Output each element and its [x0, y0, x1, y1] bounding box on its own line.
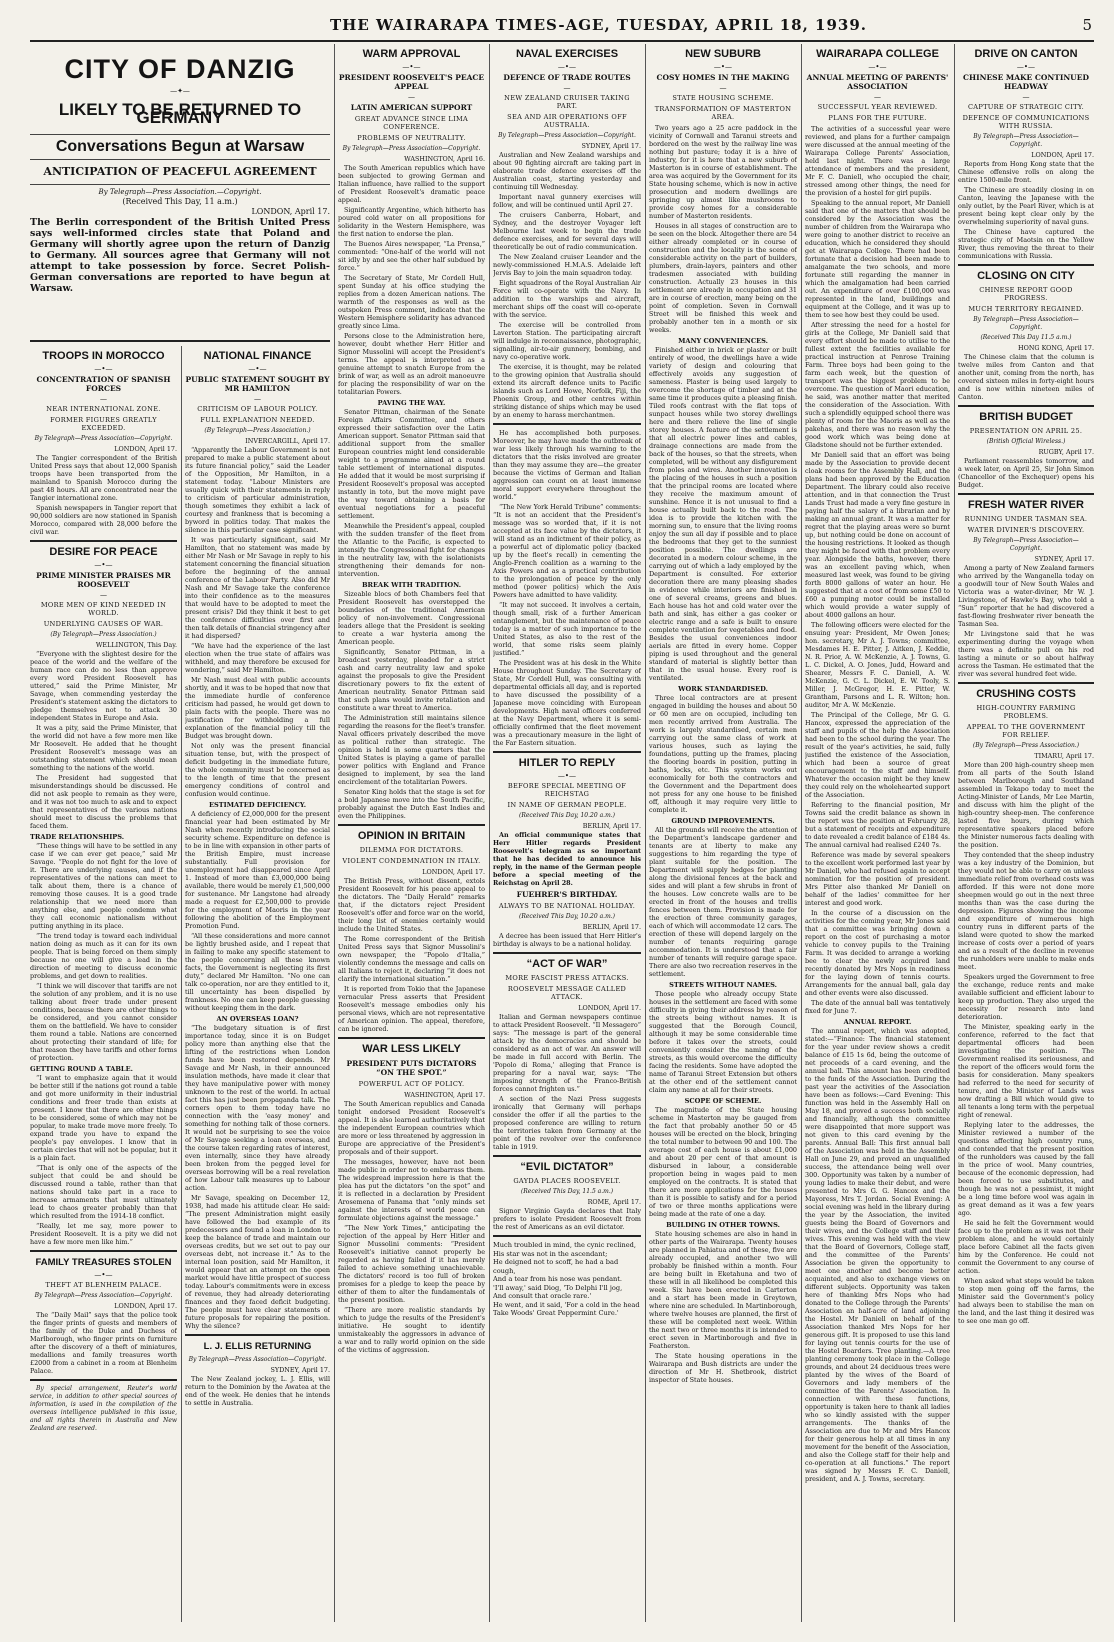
ad-line: His star was not in the ascendant;	[493, 1249, 608, 1258]
fuehrer-sub: ALWAYS TO BE NATIONAL HOLIDAY.	[498, 902, 636, 910]
fuehrer-received: (Received This Day, 10.20 a.m.)	[519, 913, 615, 920]
warm-sub4: PROBLEMS OF NEUTRALITY.	[357, 134, 466, 142]
naval-p2: Important naval gunnery exercises will follow, and will be continued until April 27.	[493, 193, 641, 209]
peace-p9: “Really, let me say, more power to President Roosevelt. It is a pity we did not have a few more men like him.”	[30, 1222, 177, 1246]
suburb-sub2: STATE HOUSING SCHEME.	[672, 94, 774, 102]
closing-received: (Received This Day 11.5 a.m.)	[980, 334, 1072, 341]
peppermint-ad	[493, 1241, 641, 1318]
river-dateline: SYDNEY, April 17.	[1034, 555, 1094, 563]
suburb-other-subhead: BUILDING IN OTHER TOWNS.	[666, 1221, 780, 1229]
finance-p5: Not only was the present financial situation tense, but, with the prospect of deficit budgeting in the immediate future, the whole community must be concerned as to the length of time that the present emergency conditions of control and confusion would continue.	[185, 742, 330, 798]
crush-p5: Replying later to the addresses, the Minister reviewed a number of the questions affecting high country runs, and contended that the present position of the runholders was caused by the fall in the price of wool. Many countries, because of the economic depression, had been forced to use substitutes, and though he was not a pessimist, it might be a long time before wool was again in as great demand as it was a few years ago.	[958, 1121, 1094, 1217]
warm-p4: The Secretary of State, Mr Cordell Hull, spent Sunday at his office studying the replies from a dozen American nations. The warmth of the responses as well as the outspoken Press comment, indicate that the Western Hemisphere solidarity has advanced greatly since Lima.	[338, 274, 485, 330]
peace-p3: The President had suggested that misunderstandings should be discussed. He did not ask people to remain as they were, and it was not too much to ask and to expect that representatives of the various nations should meet to discuss the problems that faced them.	[30, 774, 177, 830]
warm-break-subhead: BREAK WITH TRADITION.	[361, 581, 462, 589]
naval-cont1: He has accomplished both purposes. Moreover, he may have made the outbreak of war less likely through his warning to the dictators that the risks involved are greater than they may assume they are—the greater because the victims of German and Italian aggression can count on at least immense moral support everywhere throughout the world.”	[493, 429, 641, 501]
less-sub1: PRESIDENT PUTS DICTATORS “ON THE SPOT.”	[346, 1059, 477, 1077]
river-byline: By Telegraph—Press Association—Copyright.	[973, 537, 1079, 552]
suburb-p8: State housing schemes are also in hand in other parts of the Wairarapa. Twenty houses are planned in Pahiatua and of these, five are already occupied, and another two will probably be finished within a month. Four are being built in Eketahuna and two of these will in all likelihood be completed this week. Six have been erected in Carterton and a start has been made in Greytown, where nine are scheduled. In Martinborough, where twelve houses are planned, the first of these will be completed next week. Within the next two or three months it is intended to erect seven in Martinborough and five in Featherston.	[649, 1230, 797, 1350]
finance-p3: “We have had the experience of the last election when the true state of affairs was withheld, and may therefore be excused for wondering,” said Mr Hamilton.	[185, 642, 330, 674]
crush-headline: CRUSHING COSTS	[976, 688, 1076, 700]
column-3: WARM APPROVAL —•— PRESIDENT ROOSEVELT'S PEACE APPEAL — LATIN AMERICAN SUPPORT GREAT ADVANCE SINCE LIMA CONFERENCE. PROBLEMS OF NEUTRALITY. By Telegraph—Press Association—Copyright. WASHINGTON, April 16. The South American republics which have been subjected to growing German and Italian influence, have rallied to the support of President Roosevelt's dramatic peace appeal. Significantly Argentine, which hitherto has poured cold water on all propositions for solidarity in the Western Hemisphere, was the first nation to endorse the plan. The Buenos Aires newspaper, “La Prensa,” commented: “One-half of the world will not sit idly by and see the other half subdued by force.” The Secretary of State, Mr Cordell Hull, spent Sunday at his office studying the replies from a dozen American nations. The warmth of the responses as well as the outspoken Press comment, indicate that the Western Hemisphere solidarity has advanced greatly since Lima. Persons close to the Administration here, however, doubt whether Herr Hitler and Signor Mussolini will accept the President's terms. The appeal is interpreted as a genuine attempt to snatch Europe from the brink of war, as well as an adroit manoeuvre for placing the responsibility of war on the totalitarian Powers. PAVING THE WAY. Senator Pittman, chairman of the Senate Foreign Affairs Committee, and others expressed their satisfaction over the Latin American support. Senator Pittman said that additional support from the smaller European countries might lend considerable weight to a programme aimed at a round table settlement of international disputes. He added that it would be most surprising if President Roosevelt's proposal was accepted instantly in toto, but the move might pave the way toward obtaining a basis for eventual negotiations for a peaceful settlement. Meanwhile the President's appeal, coupled with the sudden transfer of the fleet from the Atlantic to the Pacific, is expected to intensify the Congressional fight for changes in the neutrality law, with the isolationists strengthening their demands for non-intervention. BREAK WITH TRADITION. Sizeable blocs of both Chambers feel that President Roosevelt has overstepped the boundaries of the traditional American policy of non-involvement. Congressional leaders allege that the President is seeking to create a war hysteria among the American people. Significantly, Senator Pittman, in a broadcast yesterday, pleaded for a strict cash and carry neutrality law and spoke against the proposals to give the President discretionary powers to fix the extent of American neutrality. Senator Pittman said that such plans would invite retaliation and constitute a war threat to America. The Administration still maintains silence regarding the reasons for the fleet's transfer. Naval officers privately described the move as political rather than strategic. The opinion is held in some quarters that the United States is playing a game of parallel power politics with England and France designed to implement, by sea the land encirclement of the totalitarian Powers. Senator King holds that the stage is set for a bold Japanese move into the South Pacific, probably against the Dutch East Indies and even the Philippines. OPINION IN BRITAIN DILEMMA FOR DICTATORS. VIOLENT CONDEMNATION IN ITALY. LONDON, April 17. The British Press, without dissent, extols President Roosevelt for his peace appeal to the dictators. The “Daily Herald” remarks that, if the dictators reject President Roosevelt's offer and force war on the world, their long list of enemies certainly would include the United States. The Rome correspondent of the British United Press says that Signor Mussolini's own newspaper, the “Popolo d'Italia,” violently condemns the message and calls on all Italians to reject it, declaring “it does not clarify the international situation.” It is reported from Tokio that the Japanese vernacular Press asserts that President Roosevelt's message embodies only his personal views, which are not representative of American opinion. The appeal, therefore, can be ignored. WAR LESS LIKELY PRESIDENT PUTS DICTATORS “ON THE SPOT.” POWERFUL ACT OF POLICY. WASHINGTON, April 17. The South American republics and Canada tonight endorsed President Roosevelt's appeal. It is also learned authoritatively that the independent European countries which are more or less threatened by aggression in Europe are appreciative of the President's proposals and of their support. The messages, however, have not been made public in order not to embarrass them. The widespread impression here is that the plea has put the dictators “on the spot” and it is reflected in a declaration by President Arosemena of Panama that “only minds set against the interests of world peace can formulate objections against the message.” “The New York Times,” anticipating the rejection of the appeal by Herr Hitler and Signor Mussolini comments: “President Roosevelt's initiative cannot properly be regarded as having failed if it has merely failed to achieve something unachievable. The dictators' record is too full of broken promises for a pledge to keep the peace by either of them to alter the fundamentals of the present position. “There are more realistic standards by which to judge the results of the President's initiative. He sought to identify unmistakeably the aggressors in advance of a war and to rally world opinion on the side of the victims of aggression.	[338, 48, 485, 1354]
fuehrer-dateline: BERLIN, April 17.	[582, 923, 641, 931]
column-1: TROOPS IN MOROCCO —•— CONCENTRATION OF SPANISH FORCES — NEAR INTERNATIONAL ZONE. FORMER FIGURES GREATLY EXCEEDED. By Telegraph—Press Association—Copyright. LONDON, April 17. The Tangier correspondent of the British United Press says that about 12,000 Spanish troops have been transported from the mainland to Spanish Morocco during the past 48 hours. All are concentrated near the Tangier international zone. Spanish newspapers in Tangier report that 90,000 soldiers are now stationed in Spanish Morocco, compared with 28,000 before the civil war. DESIRE FOR PEACE —•— PRIME MINISTER PRAISES MR ROOSEVELT — MORE MEN OF KIND NEEDED IN WORLD. UNDERLYING CAUSES OF WAR. (By Telegraph—Press Association.) WELLINGTON, This Day. “Everyone with the slightest desire for the peace of the world and the welfare of the human race can do no less than approve every word President Roosevelt has uttered,” said the Prime Minister, Mr Savage, when commending yesterday the President's statement asking the dictators to pledge themselves not to attack 30 independent States in Europe and Asia. It was a pity, said the Prime Minister, that the world did not have a few more men like Mr Roosevelt. He added that he thought President Roosevelt's message was an outstanding statement which should mean something to the nations of the world. The President had suggested that misunderstandings should be discussed. He did not ask people to remain as they were, and it was not too much to ask and to expect that representatives of the various nations should meet to discuss the problems that faced them. TRADE RELATIONSHIPS. “These things will have to be settled in any case if we can ever get peace,” said Mr Savage. “People do not fight for the love of it. There are underlying causes, and if the representatives of the nations can meet to talk about them, there is a chance of removing those causes. It is a good trade relationship that we need more than anything else, and people condemn what they call economic nationalism without putting anything in its place. “The trend today is toward each individual nation doing as much as it can for its own people. That is being forced on them simply because no one will give a lead in the direction of meeting to discuss economic problems, and get down to realities. “I think we will discover that tariffs are not the solution of any problem, and it is no use talking about freer trade under present conditions, because there are other things to be considered, and you cannot consider them on the battlefield. We have to consider them round a table. Nations are concerned about protecting their standard of life; for that reason they have tariffs and other forms of protection. GETTING ROUND A TABLE. “I want to emphasize again that it would be better still if the nations got round a table and got more uniformity in their industrial conditions and freer trade than exists at present. I know that there are other things to be considered, some of which may not be popular, to make trade move more freely. To expand trade you have to expand the people's pay envelopes. I know that in certain circles that will not be popular, but it is a plain fact. “That is only one of the aspects of the subject that could be and should be discussed round a table, rather than that nations should take part in a race to increase armaments that must ultimately lead to chaos greater probably than that which resulted from the 1914-18 conflict. “Really, let me say, more power to President Roosevelt. It is a pity we did not have a few more men like him.” FAMILY TREASURES STOLEN —•— THEFT AT BLENHEIM PALACE. By Telegraph—Press Association—Copyright. LONDON, April 17. The “Daily Mail” says that the police took the finger prints of guests and members of the family of the Duke and Duchess of Marlborough, who finger prints on furniture after the discovery of a theft of miniatures, medallions and family treasures worth £2000 from a cabinet in a room at Blenheim Palace. By special arrangement, Reuter's world service, in addition to other special sources of information, is used in the compilation of the overseas intelligence published in this issue, and all rights therein in Australia and New Zealand are reserved.	[30, 350, 177, 1432]
college-sub2: SUCCESSFUL YEAR REVIEWED.	[817, 103, 938, 111]
river-headline: FRESH WATER RIVER	[968, 499, 1084, 511]
britain-sub1: DILEMMA FOR DICTATORS.	[359, 846, 464, 854]
college-p11: The annual report, which was adopted, stated:—“Finance: The financial statement for the year under review shows a credit balance of £15 1s 6d, being the outcome of net proceeds of a card evening, and the annual ball. This amount has been credited to the funds of the Association. During the past year the activities of the Association have been as follows:—Card Evening: This function was held in the Assembly Hall on May 18, and proved a success both socially and financially, although the committee were disappointed that more support was not given to this card evening by the parents. Annual Ball: This first annual ball of the Association was held in the Assembly Hall on June 29, and proved an unqualified success, the attendance being well over 300. Opportunity was taken by a number of young ladies to make their debut, and were presented to Mrs G. G. Hancox and the Mayoress, Mrs T. Jordan. Social Evening: A social evening was held in the library during the year by the Association, the invited guests being the Board of Governors and their wives, and the College staff and their wives. This evening was held with the view that the Board of Governors, College staff, and the committee of the Parents' Association be given the opportunity to meet one another and become better acquainted, and also to exchange views on different subjects. Opportunity was taken here of thanking Mrs Nops who had donated to the College through the Parents' Association an half-acre of land adjoining the Hostel. Mr Daniell on behalf of the Association thanked Mrs Nops for her generous gift. It is proposed to use this land for laying out tennis courts for the use of the Hostel Boarders. Tree planting.—A tree planting ceremony took place in the College grounds, and about 24 deciduous trees were planted by the wives of the Board of Governors and lady members of the committee of the Parents' Association. In connection with these functions, opportunity is taken here to thank all ladies who so kindly assisted with the supper arrangements. The thanks of the Association are due to Mr and Mrs Hancox for their generous help at all times in any movement for the benefit of the Association, and also the College staff for their help and co-operation at all functions.” The report was signed by Messrs F. C. Daniell, president, and A. J. Towns, secretary.	[805, 1027, 950, 1483]
suburb-p1: Two years ago a 25 acre paddock in the vicinity of Cornwall and Taranui streets and bordered on the west by the railway line was nothing but pasture; today it is a hive of industry, for it is here that a new suburb of Masterton is in course of establishment. The area was acquired by the Government for its State housing scheme, which is now in active prosecution and modern dwellings are springing up almost like mushrooms to provide cosy homes for a considerable number of Masterton residents.	[649, 124, 797, 220]
naval-cont4: The President was at his desk in the White House throughout Sunday. The Secretary of State, Mr Cordell Hull, was consulting with departmental officials all day, and is reported to have discussed the possibility of a Japanese move coinciding with European developments. High naval officers conferred at the Navy Department, where it is semi-officially confirmed that the fleet movement was a precautionary measure in the light of the Far Eastern situation.	[493, 659, 641, 747]
ad-line: Take Woods' Great Peppermint Cure.'	[493, 1309, 619, 1317]
suburb-sub3: TRANSFORMATION OF MASTERTON AREA.	[654, 105, 792, 121]
naval-p7: The exercise, it is thought, may be related to the growing opinion that Australia should extend its aircraft defence units to Pacific islands such as Lord Howe, Norfolk, Fiji, the Phoenix Group, and other centres within striking distance of ships which may be used by an enemy to harass merchantmen.	[493, 363, 641, 419]
lead-story: CITY OF DANZIG —✦— LIKELY TO BE RETURNED TO GERMANY Conversations Begun at Warsaw ANTICIPATION OF PEACEFUL AGREEMENT By Telegraph—Press Association.—Copyright. (Received This Day, 11 a.m.) LONDON, April 17. The Berlin correspondent of the British United Press says well-informed circles state that Poland and Germany will shortly agree upon the return of Danzig to Germany. All sources agree that Germany will not attempt to take possession by force. Secret Polish-German conversations are reported to have begun at Warsaw.	[30, 54, 330, 294]
hitler-p1: An official communique states that Herr Hitler regards President Roosevelt's telegram as so important that he has decided to announce his reply, in the name of the German people before a special meeting of the Reichstag on April 28.	[493, 831, 641, 887]
hitler-dateline: BERLIN, April 17.	[582, 822, 641, 830]
britain-dateline: LONDON, April 17.	[422, 868, 485, 876]
evil-sub: GAYDA PLACES ROOSEVELT.	[513, 1177, 621, 1185]
canton-p2: The Chinese are steadily closing in on Canton, leaving the Japanese with the only outlet, by the Pearl River, which is at present being kept clear only by the overwhelming superiority of naval guns.	[958, 186, 1094, 226]
column-5: NEW SUBURB —•— COSY HOMES IN THE MAKING — STATE HOUSING SCHEME. TRANSFORMATION OF MASTERTON AREA. Two years ago a 25 acre paddock in the vicinity of Cornwall and Taranui streets and bordered on the west by the railway line was nothing but pasture; today it is a hive of industry, for it is here that a new suburb of Masterton is in course of establishment. The area was acquired by the Government for its State housing scheme, which is now in active prosecution and modern dwellings are springing up almost like mushrooms to provide cosy homes for a considerable number of Masterton residents. Houses in all stages of construction are to be seen on the block. Altogether there are 54 either already completed or in course of construction and the locality is the scene of considerable activity on the part of builders, plumbers, drain-layers, painters and other tradesmen associated with building construction. Actually 23 houses in this settlement are already in occupation and 31 are in course of erection, many being on the point of completion. Seven in Cornwall Street will be finished this week and probably another ten in a month or six weeks. MANY CONVENIENCES. Finished either in brick or plaster or built entirely of wood, the dwellings have a wide variety of design and colouring that effectively avoids any suggestion of sameness. Plaster is being used largely to overcome the shortage of timber and at the same time it produces quite a pleasing finish. Tiled roofs contrast with the flat tops of sunpact houses while two storey dwellings here and there relieve the line of single storey houses. A feature of the settlement is that all electric power lines and cables, drainage connections are made from the back of the houses, so that the streets, when completed, will be without any disfigurement from poles and wires. Another innovation is the placing of the houses in such a position that the principal rooms are located where they receive the maximum amount of sunshine. Hence it is not unusual to find a house actually built back to the road. The idea is to provide the kitchen with the morning sun, to ensure that the living rooms enjoy the sun all day if possible and to place the bedrooms that they get to the sunniest position possible. The dwellings are decorated in a modern colour scheme, in the carrying out of which a lady employed by the Department is consulted. For exterior decoration there are many pleasing shades in evidence while interiors are finished in one of several creams, greens and blues. Each house has hot and cold water over the bath and sink, has either a gas cooker or electric range and a safe is built to ensure complete ventilation for vegetables and food. Besides the usual conveniences indoor aerials are fitted in every home. Copper piping is used throughout and the general standard of material is slightly better than that in the usual house. Every roof is ventilated. WORK STANDARDISED. Three local contractors are at present engaged in building the houses and about 50 or 60 men are on occupied, including ten men recently arrived from Australia. The work is largely standardised, certain men carrying out the same class of work at various houses, such as laying the foundations, putting up the frames, placing the flooring boards in position, putting in baths, locks, etc. This system works out economically for both the contractors and the Government and the Department does not press for any one house to be finished off, although it may require very little to complete it. GROUND IMPROVEMENTS. All the grounds will receive the attention of the Department's landscape gardener and tenants are at liberty to make any suggestions to him regarding the type of plant suitable for the position. The Department will supply hedges for planting along the divisional fences at the back and sides and will plant a few shrubs in front of the houses. Low concrete walls are to be erected in front of the houses and trellis fences between them. Provision is made for the erection of three community garages, each of which will accommodate 12 cars. The erection of these will depend largely on the number of tenants requiring garage accommodation. It is understood that a fair number of tenants will require garage space. There are also two recreation reserves in the settlement. STREETS WITHOUT NAMES. Those people who already occupy State houses in the settlement are faced with some difficulty in giving their address by reason of the streets being without names. It is suggested that the Borough Council, although it may be some considerable time before it takes over the streets, could conveniently consider the naming of the streets, as this would overcome the difficulty facing the residents. Some have adopted the name of Taranui Street Extension but others at the other end of the settlement cannot claim any name at all for their streets. SCOPE OF SCHEME. The magnitude of the State housing scheme in Masterton may be gauged from the fact that probably another 50 or 45 houses will be erected on the block, bringing the total number to between 90 and 100. The average cost of each house is about £1,000 and about 20 per cent of that amount is disbursed in labour, a considerable proportion being in wages paid to men employed on the contracts. It is stated that there are more applications for the houses than it is possible to satisfy and for a period of two or three months applications were being made at the rate of one a day. BUILDING IN OTHER TOWNS. State housing schemes are also in hand in other parts of the Wairarapa. Twenty houses are planned in Pahiatua and of these, five are already occupied, and another two will probably be finished within a month. Four are being built in Eketahuna and two of these will in all likelihood be completed this week. Six have been erected in Carterton and a start has been made in Greytown, where nine are scheduled. In Martinborough, where twelve houses are planned, the first of these will be completed next week. Within the next two or three months it is intended to erect seven in Martinborough and five in Featherston. The State housing operations in the Wairarapa and Bush districts are under the direction of Mr H. Shetbrook, district inspector of State houses.	[649, 48, 797, 1384]
river-p2: Mr Livingstone said that he was experimenting during the voyage when there was a definite pull on his rod lasting a minute or so about halfway across the Tasman. He estimated that the river was several hundred feet wide.	[958, 630, 1094, 678]
suburb-sub1: COSY HOMES IN THE MAKING	[656, 73, 790, 82]
peace-p4: “These things will have to be settled in any case if we can ever get peace,” said Mr Savage. “People do not fight for the love of it. There are underlying causes, and if the representatives of the nations can meet to talk about them, there is a chance of removing those causes. It is a good trade relationship that we need more than anything else, and people condemn what they call economic nationalism without putting anything in its place.	[30, 842, 177, 930]
crush-sub1: HIGH-COUNTRY FARMING PROBLEMS.	[976, 704, 1076, 720]
family-sub: THEFT AT BLENHEIM PALACE.	[45, 1281, 162, 1289]
college-sub3: PLANS FOR THE FUTURE.	[828, 114, 927, 122]
finance-sub3: FULL EXPLANATION NEEDED.	[200, 416, 315, 424]
less-sub2: POWERFUL ACT OF POLICY.	[358, 1080, 465, 1088]
college-sub1: ANNUAL MEETING OF PARENTS' ASSOCIATION	[806, 73, 949, 91]
peace-p7: “I want to emphasize again that it would be better still if the nations got round a table and got more uniformity in their industrial conditions and freer trade than exists at present. I know that there are other things to be considered, some of which may not be popular, to make trade move more freely. To expand trade you have to expand the people's pay envelopes. I know that in certain circles that will not be popular, but it is a plain fact.	[30, 1074, 177, 1162]
warm-p6: Senator Pittman, chairman of the Senate Foreign Affairs Committee, and others expressed their satisfaction over the Latin American support. Senator Pittman said that additional support from the smaller European countries might lend considerable weight to a programme aimed at a round table settlement of international disputes. He added that it would be most surprising if President Roosevelt's proposal was accepted instantly in toto, but the move might pave the way toward obtaining a basis for eventual negotiations for a peaceful settlement.	[338, 408, 485, 520]
family-dateline: LONDON, April 17.	[114, 1302, 177, 1310]
warm-p8: Sizeable blocs of both Chambers feel that President Roosevelt has overstepped the boundaries of the traditional American policy of non-involvement. Congressional leaders allege that the President is seeking to create a war hysteria among the American people.	[338, 590, 485, 646]
hitler-headline: HITLER TO REPLY	[518, 757, 616, 769]
finance-p9: Mr Savage, speaking on December 12, 1938, had made his attitude clear. He said: “The present Administration might easily have followed the bad example of its predecessors and found a loan in London to keep the balance of trade and maintain our overseas credits, but we set out to pay our overseas debt, not increase it.” As to the internal loan position, said Mr Hamilton, it would appear that an attempt on the open market would have little prospect of success today. Labour's commitments were in excess of revenue, they had already deteriorating finances and they faced deficit budgeting. The people must have clear statements of future proposals for repairing the position. Why the silence?	[185, 1194, 330, 1330]
college-report-subhead: ANNUAL REPORT.	[843, 1018, 912, 1026]
college-p10: The date of the annual ball was tentatively fixed for June 7.	[805, 999, 950, 1015]
college-p2: Speaking to the annual report, Mr Daniell said that one of the matters that should be considered by the Association was the number of children from the Wairarapa who were going to another district to receive an education, which he considered they should get at Wairarapa College. There had been fortunate that a decision had been made to amalgamate the two schools, and more fortunate still regarding the manner in which the amalgamation had been carried out. An expenditure of over £100,000 was represented in the land, buildings and equipment at the College, and it was up to them to see how best they could be used.	[805, 199, 950, 319]
morocco-sub1: CONCENTRATION OF SPANISH FORCES	[36, 375, 171, 393]
lead-received: (Received This Day, 11 a.m.)	[122, 197, 238, 206]
canton-p3: The Chinese have captured the strategic city of Maotsin on the Yellow River, thus removing the threat to their communications with Russia.	[958, 228, 1094, 260]
act-p2: A section of the Nazi Press suggests ironically that Germany will perhaps consider the offer if all the parties to the proposed conference are willing to return the territories taken from Germany at the point of the revolver over the conference table in 1919.	[493, 1095, 641, 1151]
ellis-byline: By Telegraph—Press Association—Copyright.	[188, 1356, 327, 1363]
college-p3: After stressing the need for a hostel for girls at the College, Mr Daniell said that every effort should be made to utilise to the fullest extent the facilities available for practical instruction at Penrose Training Farm. Three boys had been going to the farm each week, but the question of transport was the biggest problem to be overcome. The question of Maori education, he said, was another matter that merited the consideration of the Association. With such a splendidly equipped school there was plenty of room for the Maoris as well as the pakehas, and there was no reason why the good work which was being done at Gladstone should not be further extended.	[805, 321, 950, 449]
family-byline: By Telegraph—Press Association—Copyright.	[34, 1292, 173, 1299]
less-p2: The messages, however, have not been made public in order not to embarrass them. The widespread impression here is that the plea has put the dictators “on the spot” and it is reflected in a declaration by President Arosemena of Panama that “only minds set against the interests of world peace can formulate objections against the message.”	[338, 1158, 485, 1222]
ad-line: And consult that oracle rare.'	[493, 1292, 592, 1300]
college-headline: WAIRARAPA COLLEGE	[816, 48, 939, 60]
peace-p2: It was a pity, said the Prime Minister, that the world did not have a few more men like Mr Roosevelt. He added that he thought President Roosevelt's message was an outstanding statement which should mean something to the nations of the world.	[30, 724, 177, 772]
finance-sub1: PUBLIC STATEMENT SOUGHT BY MR HAMILTON	[185, 375, 330, 393]
suburb-headline: NEW SUBURB	[685, 48, 761, 60]
hitler-sub2: IN NAME OF GERMAN PEOPLE.	[507, 801, 627, 809]
naval-sub2: NEW ZEALAND CRUISER TAKING PART.	[504, 94, 630, 110]
peace-trade-subhead: TRADE RELATIONSHIPS.	[30, 833, 125, 841]
less-p1: The South American republics and Canada tonight endorsed President Roosevelt's appeal. It is also learned authoritatively that the independent European countries which are more or less threatened by aggression in Europe are appreciative of the President's proposals and of their support.	[338, 1100, 485, 1156]
morocco-sub3: FORMER FIGURES GREATLY EXCEEDED.	[50, 416, 157, 432]
budget-byline: (British Official Wireless.)	[986, 438, 1066, 445]
finance-p2: It was particularly significant, said Mr Hamilton, that no statement was made by either Mr Nash or Mr Savage in reply to his statement concerning the financial situation before the beginning of the annual conference of the Labour Party. Also did Mr Nash and Mr Savage take the conference into their confidence as to the measures that would have to be adopted to meet the present crisis? Did they think it best to get the conference difficulties over first and then talk details of financial stringency after it had dispersed?	[185, 536, 330, 640]
finance-p8: “The budgetary situation is of first importance today, since it is on Budget policy more than anything else that the lifting of the restrictions when London funds have been restored depends. Mr Savage and Mr Nash, in their announced insulation methods, have made it clear that they have manipulative power with money unknown to the rest of the world. In actual fact this has just been propaganda talk. The corners open to them today have no connection with the 'easy money' and something for nothing talk of those corners. It would not be surprising to see the voice of Mr Savage seeking a loan overseas, and the course taken regarding rates of interest, even internally, since they have already been broken from the pegged level for overseas borrowing will be a real revelation of how Labour talk measures up to Labour action.	[185, 1024, 330, 1192]
britain-p2: The Rome correspondent of the British United Press says that Signor Mussolini's own newspaper, the “Popolo d'Italia,” violently condemns the message and calls on all Italians to reject it, declaring “it does not clarify the international situation.”	[338, 935, 485, 983]
closing-byline: By Telegraph—Press Association—Copyright.	[973, 316, 1079, 331]
naval-sub3: SEA AND AIR OPERATIONS OFF AUSTRALIA.	[507, 113, 627, 129]
finance-p7: “All these considerations and more cannot be lightly brushed aside, and I repeat that in failing to make any specific statement to the people concerning all these known facts, the Government is neglecting its first duty,” declared Mr Hamilton. “No one can talk co-operation, nor are they entitled to it, till uncertainty has been dispelled by frankness. No one can keep people guessing without keeping them in the dark.	[185, 932, 330, 1012]
britain-sub2: VIOLENT CONDEMNATION IN ITALY.	[342, 857, 481, 865]
less-dateline: WASHINGTON, April 17.	[404, 1091, 485, 1099]
peace-sub3: UNDERLYING CAUSES OF WAR.	[43, 620, 164, 628]
river-p1: Among a party of New Zealand farmers who arrived by the Wanganella today on a goodwill tour of New South Wales and Victoria was a water-diviner, Mr W. J. Livingstone, of Hawke's Bay, who told a “Sun” reporter that he had discovered a fast-flowing freshwater river beneath the Tasman Sea.	[958, 564, 1094, 628]
warm-p7: Meanwhile the President's appeal, coupled with the sudden transfer of the fleet from the Atlantic to the Pacific, is expected to intensify the Congressional fight for changes in the neutrality law, with the isolationists strengthening their demands for non-intervention.	[338, 522, 485, 578]
ad-line: And a tear from his nose was pendant.	[493, 1275, 622, 1283]
finance-headline: NATIONAL FINANCE	[203, 350, 312, 362]
college-p8: Reference was made by several speakers to the excellent work performed last year by Mr Daniell, who had refused again to accept nomination for the position of president. Mrs Pitter also thanked Mr Daniell on behalf of the ladies' committee for her interest and good work.	[805, 851, 950, 907]
finance-est-subhead: ESTIMATED DEFICIENCY.	[208, 801, 307, 809]
canton-sub2: CAPTURE OF STRATEGIC CITY.	[967, 103, 1085, 111]
family-headline: FAMILY TREASURES STOLEN	[35, 1257, 172, 1268]
warm-sub1: PRESIDENT ROOSEVELT'S PEACE APPEAL	[338, 73, 485, 91]
peace-p1: “Everyone with the slightest desire for the peace of the world and the welfare of the human race can do no less than approve every word President Roosevelt has uttered,” said the Prime Minister, Mr Savage, when commending yesterday the President's statement asking the dictators to pledge themselves not to attack 30 independent States in Europe and Asia.	[30, 650, 177, 722]
page-number: 5	[1082, 16, 1092, 34]
crush-p6: He said he felt the Government would face up to the problem as it was not their problem alone, and he would certainly place before Cabinet all the facts given him by the Conference. He could not commit the Government to any course of action.	[958, 1219, 1094, 1275]
finance-byline: (By Telegraph—Press Association.)	[204, 427, 311, 434]
peace-table-subhead: GETTING ROUND A TABLE.	[30, 1065, 133, 1073]
less-p4: “There are more realistic standards by which to judge the results of the President's initiative. He sought to identify unmistakeably the aggressors in advance of a war and to rally world opinion on the side of the victims of aggression.	[338, 1306, 485, 1354]
column-4: NAVAL EXERCISES —•— DEFENCE OF TRADE ROUTES — NEW ZEALAND CRUISER TAKING PART. SEA AND AIR OPERATIONS OFF AUSTRALIA. By Telegraph—Press Association—Copyright. SYDNEY, April 17. Australian and New Zealand warships and about 90 fighting aircraft are taking part in elaborate trade defence exercises off the Australian coast, starting yesterday and continuing till Wednesday. Important naval gunnery exercises will follow, and will be continued until April 27. The cruisers Canberra, Hobart, and Sydney, and the destroyer Voyager left Melbourne last week to begin the trade defence exercises, and for several days will theoretically be out of radio communication. The New Zealand cruiser Leander and the newly-commissioned H.M.A.S. Adelaide left Jervis Bay to join the main squadron today. Eight squadrons of the Royal Australian Air Force will co-operate with the Navy. In addition to the warships and aircraft, merchant ships off the coast will co-operate with the service. The exercise will be controlled from Laverton Station. The participating aircraft will indulge in reconnaissance, photographic, signalling, air-to-air gunnery, bombing, and navy co-operative work. The exercise, it is thought, may be related to the growing opinion that Australia should extend its aircraft defence units to Pacific islands such as Lord Howe, Norfolk, Fiji, the Phoenix Group, and other centres within striking distance of ships which may be used by an enemy to harass merchantmen. He has accomplished both purposes. Moreover, he may have made the outbreak of war less likely through his warning to the dictators that the risks involved are greater than they may assume they are—the greater because the victims of German and Italian aggression can count on at least immense moral support everywhere throughout the world.” “The New York Herald Tribune” comments: “It is not an accident that the President's message was so worded that, if it is not accepted at its face value by the dictators, it will stand as an indictment of their policy, as a powerful act of diplomatic policy (backed up by the fleet's recall) in cementing the Anglo-French coalition as a warning to the Axis Powers and as a practical contribution to the prolongation of peace by the only method (power politics) which the Axis Powers have admitted to have validity. “It may not succeed. It involves a certain, though small, risk of a further American entanglement, but the maintenance of peace today is a matter of such importance to the United States, as also to the rest of the world, that some risks seem plainly justified.” The President was at his desk in the White House throughout Sunday. The Secretary of State, Mr Cordell Hull, was consulting with departmental officials all day, and is reported to have discussed the possibility of a Japanese move coinciding with European developments. High naval officers conferred at the Navy Department, where it is semi-officially confirmed that the fleet movement was a precautionary measure in the light of the Far Eastern situation. HITLER TO REPLY —•— BEFORE SPECIAL MEETING OF REICHSTAG IN NAME OF GERMAN PEOPLE. (Received This Day, 10.20 a.m.) BERLIN, April 17. An official communique states that Herr Hitler regards President Roosevelt's telegram as so important that he has decided to announce his reply, in the name of the German people before a special meeting of the Reichstag on April 28. FUEHRER'S BIRTHDAY. ALWAYS TO BE NATIONAL HOLIDAY. (Received This Day, 10.20 a.m.) BERLIN, April 17. A decree has been issued that Herr Hitler's birthday is always to be a national holiday. “ACT OF WAR” MORE FASCIST PRESS ATTACKS. ROOSEVELT MESSAGE CALLED ATTACK. LONDON, April 17. Italian and German newspapers continue to attack President Roosevelt. “Il Messagero” says: “The message is part of the general attack by the democracies and should be considered as an act of war. An answer will be made in full accord with Berlin. The 'Popolo di Roma,' alleging that France is preparing for a naval war, says: “The imposing strength of the Franco-British forces cannot frighten us.” A section of the Nazi Press suggests ironically that Germany will perhaps consider the offer if all the parties to the proposed conference are willing to return the territories taken from Germany at the point of the revolver over the conference table in 1919. “EVIL DICTATOR” GAYDA PLACES ROOSEVELT. (Received This Day, 11.5 a.m.) ROME, April 17. Signor Virginio Gayda declares that Italy prefers to isolate President Roosevelt from the rest of Americans as an evil dictator. Much troubled in mind, the cynic reclined, His star was not in the ascendant; He deigned not to scoff, he had a bad cough, And a tear from his nose was pendant. 'I'll away,' said Diog, 'To Delphi I'll jog, And consult that oracle rare.' He went, and it said, 'For a cold in the head Take Woods' Great Peppermint Cure.'	[493, 48, 641, 1317]
canton-headline: DRIVE ON CANTON	[974, 48, 1078, 60]
naval-dateline: SYDNEY, April 17.	[581, 142, 641, 150]
naval-cont3: “It may not succeed. It involves a certain, though small, risk of a further American entanglement, but the maintenance of peace today is a matter of such importance to the United States, as also to the rest of the world, that some risks seem plainly justified.”	[493, 601, 641, 657]
family-p1: The “Daily Mail” says that the police took the finger prints of guests and members of the family of the Duke and Duchess of Marlborough, who finger prints on furniture after the discovery of a theft of miniatures, medallions and family treasures worth £2000 from a cabinet in a room at Blenheim Palace.	[30, 1311, 177, 1375]
peace-dateline: WELLINGTON, This Day.	[95, 641, 177, 649]
suburb-work-subhead: WORK STANDARDISED.	[678, 685, 768, 693]
suburb-p4: Three local contractors are at present engaged in building the houses and about 50 or 60 men are on occupied, including ten men recently arrived from Australia. The work is largely standardised, certain men carrying out the same class of work at various houses, such as laying the foundations, putting up the frames, placing the flooring boards in position, putting in baths, locks, etc. This system works out economically for both the contractors and the Government and the Department does not press for any one house to be finished off, although it may require very little to complete it.	[649, 694, 797, 814]
closing-headline: CLOSING ON CITY	[977, 270, 1075, 282]
warm-byline: By Telegraph—Press Association—Copyright.	[342, 145, 481, 152]
crush-p1: More than 200 high-country sheep men from all parts of the South Island between Marlborough and Southland assembled in Tekapo today to meet the Acting-Minister of Lands, Mr Lee Martin, and discuss with him the plight of the high-country sheep-men. The conference lasted five hours, during which representative speakers placed before the Minister numerous facts dealing with the position.	[958, 761, 1094, 849]
peace-byline: (By Telegraph—Press Association.)	[50, 631, 157, 638]
finance-sub2: CRITICISM OF LABOUR POLICY.	[197, 405, 318, 413]
budget-sub: PRESENTATION ON APRIL 25.	[969, 427, 1083, 435]
canton-sub1: CHINESE MAKE CONTINUED HEADWAY	[963, 73, 1089, 91]
evil-headline: “EVIL DICTATOR”	[520, 1161, 614, 1173]
evil-received: (Received This Day, 11.5 a.m.)	[520, 1188, 614, 1195]
suburb-p9: The State housing operations in the Wairarapa and Bush districts are under the direction of Mr H. Shetbrook, district inspector of State houses.	[649, 1352, 797, 1384]
britain-p3: It is reported from Tokio that the Japanese vernacular Press asserts that President Roosevelt's message embodies only his personal views, which are not representative of American opinion. The appeal, therefore, can be ignored.	[338, 985, 485, 1033]
naval-p4: The New Zealand cruiser Leander and the newly-commissioned H.M.A.S. Adelaide left Jervis Bay to join the main squadron today.	[493, 253, 641, 277]
finance-p4: Mr Nash must deal with public accounts shortly, and it was to be hoped that now that the immediate hurdle of conference criticism had passed, he would get down to plain facts with the people. There was no justification for withholding a full explanation of the financial policy till the Budget was brought down.	[185, 676, 330, 740]
peace-sub1: PRIME MINISTER PRAISES MR ROOSEVELT	[36, 571, 171, 589]
peace-headline: DESIRE FOR PEACE	[49, 546, 158, 558]
act-headline: “ACT OF WAR”	[526, 958, 608, 970]
closing-sub1: CHINESE REPORT GOOD PROGRESS.	[979, 286, 1073, 302]
suburb-ground-subhead: GROUND IMPROVEMENTS.	[671, 817, 775, 825]
ellis-p: The New Zealand jockey, L. J. Ellis, will return to the Dominion by the Awatea at the end of the week. He denies that he intends to settle in Australia.	[185, 1375, 330, 1407]
budget-dateline: RUGBY, April 17.	[1038, 448, 1094, 456]
peace-sub2: MORE MEN OF KIND NEEDED IN WORLD.	[40, 601, 167, 617]
naval-p6: The exercise will be controlled from Laverton Station. The participating aircraft will indulge in reconnaissance, photographic, signalling, air-to-air gunnery, bombing, and navy co-operative work.	[493, 321, 641, 361]
warm-p2: Significantly Argentine, which hitherto has poured cold water on all propositions for solidarity in the Western Hemisphere, was the first nation to endorse the plan.	[338, 206, 485, 238]
ad-line: He went, and it said, 'For a cold in the head	[493, 1300, 640, 1309]
finance-loan-subhead: AN OVERSEAS LOAN?	[216, 1015, 299, 1023]
river-sub1: RUNNING UNDER TASMAN SEA.	[964, 515, 1088, 523]
fuehrer-p: A decree has been issued that Herr Hitler's birthday is always to be a national holiday.	[493, 932, 641, 948]
warm-p3: The Buenos Aires newspaper, “La Prensa,” commented: “One-half of the world will not sit idly by and see the other half subdued by force.”	[338, 240, 485, 272]
ad-line: He deigned not to scoff, he had a bad cough,	[493, 1258, 619, 1275]
suburb-p3: Finished either in brick or plaster or built entirely of wood, the dwellings have a wide variety of design and colouring that effectively avoids any suggestion of sameness. Plaster is being used largely to overcome the shortage of timber and at the same time it produces quite a pleasing finish. Tiled roofs contrast with the flat tops of sunpact houses while two storey dwellings here and there relieve the line of single storey houses. A feature of the settlement is that all electric power lines and cables, drainage connections are made from the back of the houses, so that the streets, when completed, will be without any disfigurement from poles and wires. Another innovation is the placing of the houses in such a position that the principal rooms are located where they receive the maximum amount of sunshine. Hence it is not unusual to find a house actually built back to the road. The idea is to provide the kitchen with the morning sun, to ensure that the living rooms enjoy the sun all day if possible and to place the bedrooms that they get to the sunniest position possible. The dwellings are decorated in a modern colour scheme, in the carrying out of which a lady employed by the Department is consulted. For exterior decoration there are many pleasing shades in evidence while interiors are finished in one of several creams, greens and blues. Each house has hot and cold water over the bath and sink, has either a gas cooker or electric range and a safe is built to ensure complete ventilation for vegetables and food. Besides the usual conveniences indoor aerials are fitted in every home. Copper piping is used throughout and the general standard of material is slightly better than that in the usual house. Every roof is ventilated.	[649, 346, 797, 682]
college-p6: The Principal of the College, Mr G. G. Hancox, expressed the appreciation of the staff and pupils of the help the Association had been to the school during the year. The result of the year's activities, he said, fully justified the existence of the Association, which had been a source of great encouragement to the staff and himself. Whatever the occasion might be they knew they could rely on the wholehearted support of the Association.	[805, 711, 950, 799]
canton-sub3: DEFENCE OF COMMUNICATIONS WITH RUSSIA.	[962, 114, 1090, 130]
hitler-sub1: BEFORE SPECIAL MEETING OF REICHSTAG	[507, 782, 627, 798]
ad-line: Much troubled in mind, the cynic reclined,	[493, 1241, 636, 1249]
newspaper-title: THE WAIRARAPA TIMES-AGE, TUESDAY, APRIL 18, 1939.	[330, 16, 868, 34]
budget-headline: BRITISH BUDGET	[979, 411, 1073, 423]
finance-p1: “Apparently the Labour Government is not prepared to make a public statement about its future financial policy,” said the Leader of the Opposition, Mr Hamilton, in a statement today. “Labour Ministers are usually quick with their statements in reply to criticism of particular administration, though sometimes they exhibit a lack of courtesy and frankness that is becoming a byword in politics today. That makes the silence in this particular case significant.	[185, 446, 330, 534]
college-p5: The following officers were elected for the ensuing year: President, Mr Owen Jones; hon. secretary, Mr A. J. Towns; committee, Mesdames H. E. Pitter, J. Aitken, J. Keddie, N. R. Prior, A. W. McKenzie, A. J. Towns, G. L. C. Dickel, A. O. Jones, Judd, Howard and Shearer, Messrs F. C. Daniell, A. W. McKenzie, G. C. L. Dickel, E. W. Tooly, S. Miller, J. McGregor, H. E. Pitter, W. Grantham, Parsons and L. R. Wilton; hon. auditor, Mr A. W. McKenzie.	[805, 621, 950, 709]
less-headline: WAR LESS LIKELY	[362, 1043, 461, 1055]
naval-p5: Eight squadrons of the Royal Australian Air Force will co-operate with the Navy. In addition to the warships and aircraft, merchant ships off the coast will co-operate with the service.	[493, 279, 641, 319]
budget-p: Parliament reassembles tomorrow, and a week later, on April 25, Sir John Simon (Chancellor of the Exchequer) opens his Budget.	[958, 457, 1094, 489]
morocco-p2: Spanish newspapers in Tangier report that 90,000 soldiers are now stationed in Spanish Morocco, compared with 28,000 before the civil war.	[30, 504, 177, 536]
evil-p: Signor Virginio Gayda declares that Italy prefers to isolate President Roosevelt from the rest of Americans as an evil dictator.	[493, 1207, 641, 1231]
lead-dateline: LONDON, April 17.	[251, 207, 330, 216]
lead-byline: By Telegraph—Press Association.—Copyright.	[98, 188, 262, 196]
suburb-p6: Those people who already occupy State houses in the settlement are faced with some difficulty in giving their address by reason of the streets being without names. It is suggested that the Borough Council, although it may be some considerable time before it takes over the streets, could conveniently consider the naming of the streets, as this would overcome the difficulty facing the residents. Some have adopted the name of Taranui Street Extension but others at the other end of the settlement cannot claim any name at all for their streets.	[649, 990, 797, 1094]
naval-headline: NAVAL EXERCISES	[515, 48, 619, 60]
warm-p9: Significantly, Senator Pittman, in a broadcast yesterday, pleaded for a strict cash and carry neutrality law and spoke against the proposals to give the President discretionary powers to fix the extent of American neutrality. Senator Pittman said that such plans would invite retaliation and constitute a war threat to America.	[338, 648, 485, 712]
crush-p4: The Minister, speaking early in the conference, referred to the fact that departmental officers had been investigating the position. The Government realised its seriousness, and the report of the officers would form the basis for consideration. Many speakers had referred to the need for security of tenure, and the Minister of Lands was now drafting a Bill which would give to all tenants a long term with the perpetual right of renewal.	[958, 1023, 1094, 1119]
suburb-p5: All the grounds will receive the attention of the Department's landscape gardener and tenants are at liberty to make any suggestions to him regarding the type of plant suitable for the position. The Department will supply hedges for planting along the divisional fences at the back and sides and will plant a few shrubs in front of the houses. Low concrete walls are to be erected in front of the houses and trellis fences between them. Provision is made for the erection of three community garages, each of which will accommodate 12 cars. The erection of these will depend largely on the number of tenants requiring garage accommodation. It is understood that a fair number of tenants will require garage space. There are also two recreation reserves in the settlement.	[649, 826, 797, 978]
ellis-dateline: SYDNEY, April 17.	[270, 1366, 330, 1374]
warm-p10: The Administration still maintains silence regarding the reasons for the fleet's transfer. Naval officers privately described the move as political rather than strategic. The opinion is held in some quarters that the United States is playing a game of parallel power politics with England and France designed to implement, by sea the land encirclement of the totalitarian Powers.	[338, 714, 485, 786]
finance-dateline: INVERCARGILL, April 17.	[245, 437, 330, 445]
fuehrer-headline: FUEHRER'S BIRTHDAY.	[516, 890, 618, 899]
masthead	[30, 10, 1094, 42]
closing-dateline: HONG KONG, April 17.	[1018, 344, 1094, 352]
suburb-conv-subhead: MANY CONVENIENCES.	[678, 337, 768, 345]
act-sub2: ROOSEVELT MESSAGE CALLED ATTACK.	[507, 985, 627, 1001]
column-6: WAIRARAPA COLLEGE —•— ANNUAL MEETING OF PARENTS' ASSOCIATION — SUCCESSFUL YEAR REVIEWED. PLANS FOR THE FUTURE. The activities of a successful year were reviewed, and plans for a further campaign were discussed at the annual meeting of the Wairarapa College Parents' Association, held last night. There was a large attendance of members and the president, Mr F. C. Daniell, who occupied the chair, stressed among other things, the need for the provision of a hostel for girl pupils. Speaking to the annual report, Mr Daniell said that one of the matters that should be considered by the Association was the number of children from the Wairarapa who were going to another district to receive an education, which he considered they should get at Wairarapa College. There had been fortunate that a decision had been made to amalgamate the two schools, and more fortunate still regarding the manner in which the amalgamation had been carried out. An expenditure of over £100,000 was represented in the land, buildings and equipment at the College, and it was up to them to see how best they could be used. After stressing the need for a hostel for girls at the College, Mr Daniell said that every effort should be made to utilise to the fullest extent the facilities available for practical instruction at Penrose Training Farm. Three boys had been going to the farm each week, but the question of transport was the biggest problem to be overcome. The question of Maori education, he said, was another matter that merited the consideration of the Association. With such a splendidly equipped school there was plenty of room for the Maoris as well as the pakehas, and there was no reason why the good work which was being done at Gladstone should not be further extended. Mr Daniell said that an effort was being made by the Association to provide decent cloak rooms for the Assembly Hall, and the plans had been approved by the Education Department. The library could also receive attention, and in that connection the Trust Lands Trust had made a very fine gesture in paying half the salary of a librarian and by making an annual grant. It was a matter for regret that the playing areas were so burnt up, but nothing could be done on account of the housing restrictions. It looked as though they might be faced with that problem every year. Alongside the baths, however, there was an excellent paving which, when measured last week, was found to be giving forth 8000 gallons of water an hour. He suggested that at a cost of from some £50 to £60 a pumping motor could be installed which would provide a water supply of about 4000 gallons an hour. The following officers were elected for the ensuing year: President, Mr Owen Jones; hon. secretary, Mr A. J. Towns; committee, Mesdames H. E. Pitter, J. Aitken, J. Keddie, N. R. Prior, A. W. McKenzie, A. J. Towns, G. L. C. Dickel, A. O. Jones, Judd, Howard and Shearer, Messrs F. C. Daniell, A. W. McKenzie, G. C. L. Dickel, E. W. Tooly, S. Miller, J. McGregor, H. E. Pitter, W. Grantham, Parsons and L. R. Wilton; hon. auditor, Mr A. W. McKenzie. The Principal of the College, Mr G. G. Hancox, expressed the appreciation of the staff and pupils of the help the Association had been to the school during the year. The result of the year's activities, he said, fully justified the existence of the Association, which had been a source of great encouragement to the staff and himself. Whatever the occasion might be they knew they could rely on the wholehearted support of the Association. Referring to the financial position, Mr Towns said the credit balance as shown in the report was the position at February 28, but a statement of receipts and expenditure to date revealed a credit balance of £184 4s. The annual carnival had realised £240 7s. Reference was made by several speakers to the excellent work performed last year by Mr Daniell, who had refused again to accept nomination for the position of president. Mrs Pitter also thanked Mr Daniell on behalf of the ladies' committee for her interest and good work. In the course of a discussion on the activities for the coming year, Mr Jones said that a committee was bringing down a report on the cost of purchasing a motor vehicle to convey pupils to the Training Farm. It was decided to arrange a working bee to clear the newly acquired land recently donated by Mrs Nops in readiness for the laying down of tennis courts. Arrangements for the annual ball, gala day and other events were also discussed. The date of the annual ball was tentatively fixed for June 7. ANNUAL REPORT. The annual report, which was adopted, stated:—“Finance: The financial statement for the year under review shows a credit balance of £15 1s 6d, being the outcome of net proceeds of a card evening, and the annual ball. This amount has been credited to the funds of the Association. During the past year the activities of the Association have been as follows:—Card Evening: This function was held in the Assembly Hall on May 18, and proved a success both socially and financially, although the committee were disappointed that more support was not given to this card evening by the parents. Annual Ball: This first annual ball of the Association was held in the Assembly Hall on June 29, and proved an unqualified success, the attendance being well over 300. Opportunity was taken by a number of young ladies to make their debut, and were presented to Mrs G. G. Hancox and the Mayoress, Mrs T. Jordan. Social Evening: A social evening was held in the library during the year by the Association, the invited guests being the Board of Governors and their wives, and the College staff and their wives. This evening was held with the view that the Board of Governors, College staff, and the committee of the Parents' Association be given the opportunity to meet one another and become better acquainted, and also to exchange views on different subjects. Opportunity was taken here of thanking Mrs Nops who had donated to the College through the Parents' Association an half-acre of land adjoining the Hostel. Mr Daniell on behalf of the Association thanked Mrs Nops for her generous gift. It is proposed to use this land for laying out tennis courts for the use of the Hostel Boarders. Tree planting.—A tree planting ceremony took place in the College grounds, and about 24 deciduous trees were planted by the wives of the Board of Governors and lady members of the committee of the Parents' Association. In connection with these functions, opportunity is taken here to thank all ladies who so kindly assisted with the supper arrangements. The thanks of the Association are due to Mr and Mrs Hancox for their generous help at all times in any movement for the benefit of the Association, and also the College staff for their help and co-operation at all functions.” The report was signed by Messrs F. C. Daniell, president, and A. J. Towns, secretary.	[805, 48, 950, 1483]
lead-body: The Berlin correspondent of the British United Press says well-informed circles state that Poland and Germany will shortly agree upon the return of Danzig to Germany. All sources agree that Germany will not attempt to take possession by force. Secret Polish-German conversations are reported to have begun at Warsaw.	[30, 217, 330, 294]
canton-p1: Reports from Hong Kong state that the Chinese offensive rolls on along the entire 1500-mile front.	[958, 160, 1094, 184]
britain-p1: The British Press, without dissent, extols President Roosevelt for his peace appeal to the dictators. The “Daily Herald” remarks that, if the dictators reject President Roosevelt's offer and force war on the world, their long list of enemies certainly would include the United States.	[338, 877, 485, 933]
college-p1: The activities of a successful year were reviewed, and plans for a further campaign were discussed at the annual meeting of the Wairarapa College Parents' Association, held last night. There was a large attendance of members and the president, Mr F. C. Daniell, who occupied the chair, stressed among other things, the need for the provision of a hostel for girl pupils.	[805, 125, 950, 197]
closing-p: The Chinese claim that the column is twelve miles from Canton and that another unit, coming from the north, has covered sixteen miles in forty-eight hours and is now within nineteen miles of Canton.	[958, 353, 1094, 401]
suburb-streets-subhead: STREETS WITHOUT NAMES.	[669, 981, 777, 989]
naval-sub1: DEFENCE OF TRADE ROUTES	[503, 73, 631, 82]
morocco-p1: The Tangier correspondent of the British United Press says that about 12,000 Spanish troops have been transported from the mainland to Spanish Morocco during the past 48 hours. All are concentrated near the Tangier international zone.	[30, 454, 177, 502]
crush-sub2: APPEAL TO THE GOVERNMENT FOR RELIEF.	[966, 723, 1086, 739]
crush-p2: They contended that the sheep industry was a key industry of the Dominion, but they would not be able to carry on unless immediate relief from overhead costs was afforded. If this were not done more sheepmen would go out in the next three months than was the case during the depression. Figures showing the income and expenditure of numerous high country runs in different parts of the island were quoted to show the marked increase of costs over a period of years and as a result of the decline in revenue the runholders were unable to make ends meet.	[958, 851, 1094, 971]
evil-dateline: ROME, April 17.	[587, 1198, 641, 1206]
river-sub2: WATER DIVINER'S DISCOVERY.	[967, 526, 1085, 534]
act-p1: Italian and German newspapers continue to attack President Roosevelt. “Il Messagero” says: “The message is part of the general attack by the democracies and should be considered as an act of war. An answer will be made in full accord with Berlin. The 'Popolo di Roma,' alleging that France is preparing for a naval war, says: “The imposing strength of the Franco-British forces cannot frighten us.”	[493, 1013, 641, 1093]
crush-p7: When asked what steps would be taken to stop men going off the farms, the Minister said the Government's policy had always been to stabilise the man on the land, and the last thing it desired was to see one man go off.	[958, 1277, 1094, 1325]
column-2: NATIONAL FINANCE —•— PUBLIC STATEMENT SOUGHT BY MR HAMILTON — CRITICISM OF LABOUR POLICY. FULL EXPLANATION NEEDED. (By Telegraph—Press Association.) INVERCARGILL, April 17. “Apparently the Labour Government is not prepared to make a public statement about its future financial policy,” said the Leader of the Opposition, Mr Hamilton, in a statement today. “Labour Ministers are usually quick with their statements in reply to criticism of particular administration, though sometimes they exhibit a lack of courtesy and frankness that is becoming a byword in politics today. That makes the silence in this particular case significant. It was particularly significant, said Mr Hamilton, that no statement was made by either Mr Nash or Mr Savage in reply to his statement concerning the financial situation before the beginning of the annual conference of the Labour Party. Also did Mr Nash and Mr Savage take the conference into their confidence as to the measures that would have to be adopted to meet the present crisis? Did they think it best to get the conference difficulties over first and then talk details of financial stringency after it had dispersed? “We have had the experience of the last election when the true state of affairs was withheld, and may therefore be excused for wondering,” said Mr Hamilton. Mr Nash must deal with public accounts shortly, and it was to be hoped that now that the immediate hurdle of conference criticism had passed, he would get down to plain facts with the people. There was no justification for withholding a full explanation of the financial policy till the Budget was brought down. Not only was the present financial situation tense, but, with the prospect of deficit budgeting in the immediate future, the whole community must be concerned as to the length of time that the present emergency conditions of control and confusion would continue. ESTIMATED DEFICIENCY. A deficiency of £2,000,000 for the present financial year had been estimated by Mr Nash when recently introducing the social security scheme. Expenditure on defence is to be in line with expansion in other parts of the British Empire, must increase substantially. Full provision for unemployment had disappeared since April 1. Instead of more than £3,000,000 being available, there would be merely £1,500,000 for sustenance. Mr Langstone had already made a request for £2,500,000 to provide for the employment of Maoris in the year following the abolition of the Employment Promotion Fund. “All these considerations and more cannot be lightly brushed aside, and I repeat that in failing to make any specific statement to the people concerning all these known facts, the Government is neglecting its first duty,” declared Mr Hamilton. “No one can talk co-operation, nor are they entitled to it, till uncertainty has been dispelled by frankness. No one can keep people guessing without keeping them in the dark. AN OVERSEAS LOAN? “The budgetary situation is of first importance today, since it is on Budget policy more than anything else that the lifting of the restrictions when London funds have been restored depends. Mr Savage and Mr Nash, in their announced insulation methods, have made it clear that they have manipulative power with money unknown to the rest of the world. In actual fact this has just been propaganda talk. The corners open to them today have no connection with the 'easy money' and something for nothing talk of those corners. It would not be surprising to see the voice of Mr Savage seeking a loan overseas, and the course taken regarding rates of interest, even internally, since they have already been broken from the pegged level for overseas borrowing will be a real revelation of how Labour talk measures up to Labour action. Mr Savage, speaking on December 12, 1938, had made his attitude clear. He said: “The present Administration might easily have followed the bad example of its predecessors and found a loan in London to keep the balance of trade and maintain our overseas credits, but we set out to pay our overseas debt, not increase it.” As to the internal loan position, said Mr Hamilton, it would appear that an attempt on the open market would have little prospect of success today. Labour's commitments were in excess of revenue, they had already deteriorating finances and they faced deficit budgeting. The people must have clear statements of future proposals for repairing the position. Why the silence? L. J. ELLIS RETURNING By Telegraph—Press Association—Copyright. SYDNEY, April 17. The New Zealand jockey, L. J. Ellis, will return to the Dominion by the Awatea at the end of the week. He denies that he intends to settle in Australia.	[185, 350, 330, 1407]
crush-byline: (By Telegraph—Press Association.)	[972, 742, 1080, 749]
lead-headline: CITY OF DANZIG	[64, 54, 296, 84]
canton-byline: By Telegraph—Press Association—Copyright.	[973, 133, 1079, 148]
naval-cont2: “The New York Herald Tribune” comments: “It is not an accident that the President's message was so worded that, if it is not accepted at its face value by the dictators, it will stand as an indictment of their policy, as a powerful act of diplomatic policy (backed up by the fleet's recall) in cementing the Anglo-French coalition as a warning to the Axis Powers and as a practical contribution to the prolongation of peace by the only method (power politics) which the Axis Powers have admitted to have validity.	[493, 503, 641, 599]
ad-line: 'I'll away,' said Diog, 'To Delphi I'll jog,	[493, 1283, 623, 1292]
warm-headline: WARM APPROVAL	[362, 48, 461, 60]
naval-byline: By Telegraph—Press Association—Copyright.	[498, 132, 636, 139]
less-p3: “The New York Times,” anticipating the rejection of the appeal by Herr Hitler and Signor Mussolini comments: “President Roosevelt's initiative cannot properly be regarded as having failed if it has merely failed to achieve something unachievable. The dictators' record is too full of broken promises for a pledge to keep the peace by either of them to alter the fundamentals of the present position.	[338, 1224, 485, 1304]
peace-p6: “I think we will discover that tariffs are not the solution of any problem, and it is no use talking about freer trade under present conditions, because there are other things to be considered, and you cannot consider them on the battlefield. We have to consider them round a table. Nations are concerned about protecting their standard of life; for that reason they have tariffs and other forms of protection.	[30, 982, 177, 1062]
act-sub1: MORE FASCIST PRESS ATTACKS.	[505, 974, 629, 982]
naval-p1: Australian and New Zealand warships and about 90 fighting aircraft are taking part in elaborate trade defence exercises off the Australian coast, starting yesterday and continuing till Wednesday.	[493, 151, 641, 191]
morocco-headline: TROOPS IN MOROCCO	[42, 350, 165, 362]
crush-p3: Speakers urged the Government to free the exchange, reduce rents and make available sufficient and efficient labour to keep up production. They also urged the necessity for research into land deterioration.	[958, 973, 1094, 1021]
morocco-sub2: NEAR INTERNATIONAL ZONE.	[46, 405, 161, 413]
warm-dateline: WASHINGTON, April 16.	[404, 155, 485, 163]
column-7: DRIVE ON CANTON —•— CHINESE MAKE CONTINUED HEADWAY — CAPTURE OF STRATEGIC CITY. DEFENCE OF COMMUNICATIONS WITH RUSSIA. By Telegraph—Press Association—Copyright. LONDON, April 17. Reports from Hong Kong state that the Chinese offensive rolls on along the entire 1500-mile front. The Chinese are steadily closing in on Canton, leaving the Japanese with the only outlet, by the Pearl River, which is at present being kept clear only by the overwhelming superiority of naval guns. The Chinese have captured the strategic city of Maotsin on the Yellow River, thus removing the threat to their communications with Russia. CLOSING ON CITY CHINESE REPORT GOOD PROGRESS. MUCH TERRITORY REGAINED. By Telegraph—Press Association—Copyright. (Received This Day 11.5 a.m.) HONG KONG, April 17. The Chinese claim that the column is twelve miles from Canton and that another unit, coming from the north, has covered sixteen miles in forty-eight hours and is now within nineteen miles of Canton. BRITISH BUDGET PRESENTATION ON APRIL 25. (British Official Wireless.) RUGBY, April 17. Parliament reassembles tomorrow, and a week later, on April 25, Sir John Simon (Chancellor of the Exchequer) opens his Budget. FRESH WATER RIVER RUNNING UNDER TASMAN SEA. WATER DIVINER'S DISCOVERY. By Telegraph—Press Association—Copyright. SYDNEY, April 17. Among a party of New Zealand farmers who arrived by the Wanganella today on a goodwill tour of New South Wales and Victoria was a water-diviner, Mr W. J. Livingstone, of Hawke's Bay, who told a “Sun” reporter that he had discovered a fast-flowing freshwater river beneath the Tasman Sea. Mr Livingstone said that he was experimenting during the voyage when there was a definite pull on his rod lasting a minute or so about halfway across the Tasman. He estimated that the river was several hundred feet wide. CRUSHING COSTS HIGH-COUNTRY FARMING PROBLEMS. APPEAL TO THE GOVERNMENT FOR RELIEF. (By Telegraph—Press Association.) TIMARU, April 17. More than 200 high-country sheep men from all parts of the South Island between Marlborough and Southland assembled in Tekapo today to meet the Acting-Minister of Lands, Mr Lee Martin, and discuss with him the plight of the high-country sheep-men. The conference lasted five hours, during which representative speakers placed before the Minister numerous facts dealing with the position. They contended that the sheep industry was a key industry of the Dominion, but they would not be able to carry on unless immediate relief from overhead costs was afforded. If this were not done more sheepmen would go out in the next three months than was the case during the depression. Figures showing the income and expenditure of numerous high country runs in different parts of the island were quoted to show the marked increase of costs over a period of years and as a result of the decline in revenue the runholders were unable to make ends meet. Speakers urged the Government to free the exchange, reduce rents and make available sufficient and efficient labour to keep up production. They also urged the necessity for research into land deterioration. The Minister, speaking early in the conference, referred to the fact that departmental officers had been investigating the position. The Government realised its seriousness, and the report of the officers would form the basis for consideration. Many speakers had referred to the need for security of tenure, and the Minister of Lands was now drafting a Bill which would give to all tenants a long term with the perpetual right of renewal. Replying later to the addresses, the Minister reviewed a number of the questions affecting high country runs, and contended that the present position of the runholders was caused by the fall in the price of wool. Many countries, because of the economic depression, had been forced to use substitutes, and though he was not a pessimist, it might be a long time before wool was again in as great demand as it was a few years ago. He said he felt the Government would face up to the problem as it was not their problem alone, and he would certainly place before Cabinet all the facts given him by the Conference. He could not commit the Government to any course of action. When asked what steps would be taken to stop men going off the farms, the Minister said the Government's policy had always been to stabilise the man on the land, and the last thing it desired was to see one man go off.	[958, 48, 1094, 1325]
college-p9: In the course of a discussion on the activities for the coming year, Mr Jones said that a committee was bringing down a report on the cost of purchasing a motor vehicle to convey pupils to the Training Farm. It was decided to arrange a working bee to clear the newly acquired land recently donated by Mrs Nops in readiness for the laying down of tennis courts. Arrangements for the annual ball, gala day and other events were also discussed.	[805, 909, 950, 997]
closing-sub2: MUCH TERRITORY REGAINED.	[968, 305, 1084, 313]
naval-p3: The cruisers Canberra, Hobart, and Sydney, and the destroyer Voyager left Melbourne last week to begin the trade defence exercises, and for several days will theoretically be out of radio communication.	[493, 211, 641, 251]
warm-p11: Senator King holds that the stage is set for a bold Japanese move into the South Pacific, probably against the Dutch East Indies and even the Philippines.	[338, 788, 485, 820]
finance-p6: A deficiency of £2,000,000 for the present financial year had been estimated by Mr Nash when recently introducing the social security scheme. Expenditure on defence is to be in line with expansion in other parts of the British Empire, must increase substantially. Full provision for unemployment had disappeared since April 1. Instead of more than £3,000,000 being available, there would be merely £1,500,000 for sustenance. Mr Langstone had already made a request for £2,500,000 to provide for the employment of Maoris in the year following the abolition of the Employment Promotion Fund.	[185, 810, 330, 930]
warm-sub3: GREAT ADVANCE SINCE LIMA CONFERENCE.	[354, 115, 469, 131]
college-p4: Mr Daniell said that an effort was being made by the Association to provide decent cloak rooms for the Assembly Hall, and the plans had been approved by the Education Department. The library could also receive attention, and in that connection the Trust Lands Trust had made a very fine gesture in paying half the salary of a librarian and by making an annual grant. It was a matter for regret that the playing areas were so burnt up, but nothing could be done on account of the housing restrictions. It looked as though they might be faced with that problem every year. Alongside the baths, however, there was an excellent paving which, when measured last week, was found to be giving forth 8000 gallons of water an hour. He suggested that at a cost of from some £50 to £60 a pumping motor could be installed which would provide a water supply of about 4000 gallons an hour.	[805, 451, 950, 619]
suburb-p7: The magnitude of the State housing scheme in Masterton may be gauged from the fact that probably another 50 or 45 houses will be erected on the block, bringing the total number to between 90 and 100. The average cost of each house is about £1,000 and about 20 per cent of that amount is disbursed in labour, a considerable proportion being in wages paid to men employed on the contracts. It is stated that there are more applications for the houses than it is possible to satisfy and for a period of two or three months applications were being made at the rate of one a day.	[649, 1106, 797, 1218]
crush-dateline: TIMARU, April 17.	[1034, 752, 1094, 760]
reuter-note: By special arrangement, Reuter's world service, in addition to other special sources of information, is used in the compilation of the overseas intelligence published in this issue, and all rights therein in Australia and New Zealand are reserved.	[30, 1385, 177, 1432]
warm-sub2: LATIN AMERICAN SUPPORT	[350, 103, 473, 112]
warm-p1: The South American republics which have been subjected to growing German and Italian influence, have rallied to the support of President Roosevelt's dramatic peace appeal.	[338, 164, 485, 204]
britain-headline: OPINION IN BRITAIN	[357, 830, 466, 842]
morocco-dateline: LONDON, April 17.	[114, 445, 177, 453]
warm-paving-subhead: PAVING THE WAY.	[377, 399, 446, 407]
act-dateline: LONDON, April 17.	[578, 1004, 641, 1012]
warm-p5: Persons close to the Administration here, however, doubt whether Herr Hitler and Signor Mussolini will accept the President's terms. The appeal is interpreted as a genuine attempt to snatch Europe from the brink of war, as well as an adroit manoeuvre for placing the responsibility of war on the totalitarian Powers.	[338, 332, 485, 396]
canton-dateline: LONDON, April 17.	[1031, 151, 1094, 159]
suburb-p2: Houses in all stages of construction are to be seen on the block. Altogether there are 54 either already completed or in course of construction and the locality is the scene of considerable activity on the part of builders, plumbers, drain-layers, painters and other tradesmen associated with building construction. Actually 23 houses in this settlement are already in occupation and 31 are in course of erection, many being on the point of completion. Seven in Cornwall Street will be finished this week and probably another ten in a month or six weeks.	[649, 222, 797, 334]
peace-p8: “That is only one of the aspects of the subject that could be and should be discussed round a table, rather than that nations should take part in a race to increase armaments that must ultimately lead to chaos greater probably than that which resulted from the 1914-18 conflict.	[30, 1164, 177, 1220]
college-p7: Referring to the financial position, Mr Towns said the credit balance as shown in the report was the position at February 28, but a statement of receipts and expenditure to date revealed a credit balance of £184 4s. The annual carnival had realised £240 7s.	[805, 801, 950, 849]
morocco-byline: By Telegraph—Press Association—Copyright.	[34, 435, 173, 442]
peace-p5: “The trend today is toward each individual nation doing as much as it can for its own people. That is being forced on them simply because no one will give a lead in the direction of meeting to discuss economic problems, and get down to realities.	[30, 932, 177, 980]
hitler-received: (Received This Day, 10.20 a.m.)	[519, 812, 615, 819]
suburb-scope-subhead: SCOPE OF SCHEME.	[684, 1097, 762, 1105]
ellis-headline: L. J. ELLIS RETURNING	[203, 1341, 312, 1352]
lead-deck2: ANTICIPATION OF PEACEFUL AGREEMENT	[43, 165, 317, 178]
lead-subhead: LIKELY TO BE RETURNED TO GERMANY	[58, 100, 302, 127]
lead-deck1: Conversations Begun at Warsaw	[55, 138, 305, 155]
